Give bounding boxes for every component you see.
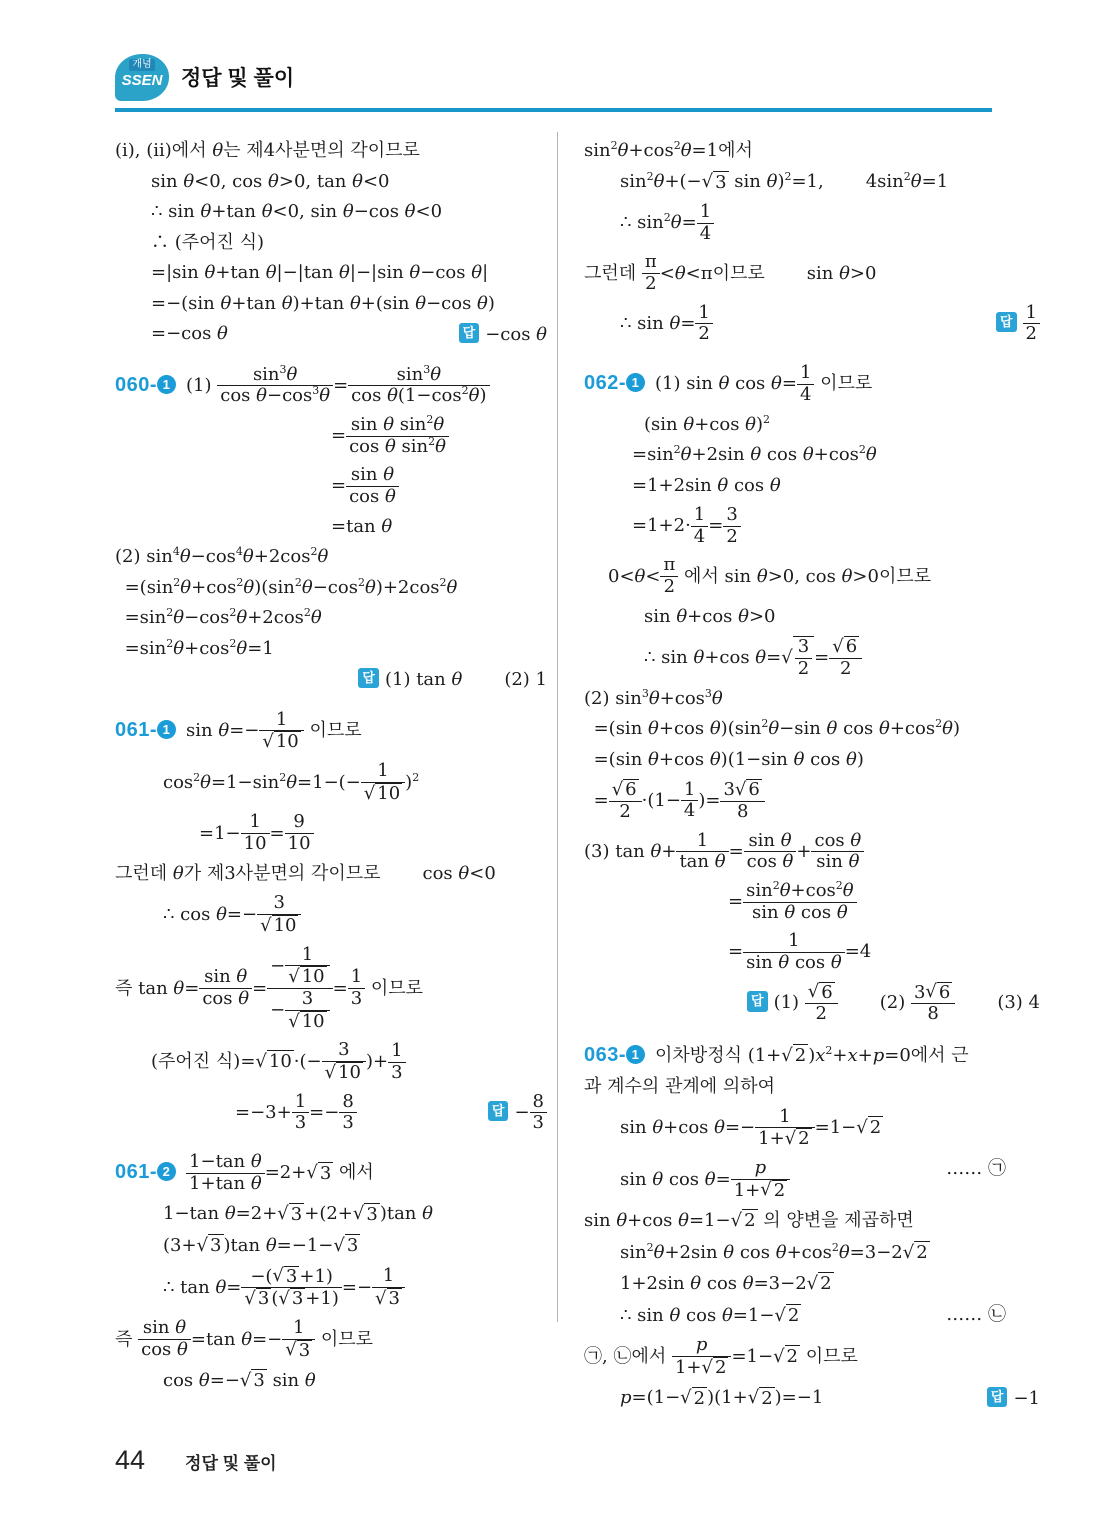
math-text: = $\frac{1}{\text{sin θ cos θ}}$ =4: [728, 930, 872, 973]
sqrt: √ 2: [784, 1128, 810, 1150]
math-text: (2) $\sin^3\theta+\cos^3\theta$: [584, 686, 723, 709]
math-line: [115, 232, 547, 255]
header-rule: [115, 108, 992, 112]
fraction: $\frac{1}{2}$: [1023, 303, 1040, 345]
math-line: [584, 252, 1040, 294]
math-line: [115, 516, 547, 539]
fraction: $\frac{1}{4}$: [797, 363, 814, 405]
answer: 답 −1: [987, 1387, 1040, 1411]
sqrt: √ 10: [288, 1010, 325, 1032]
math-text: =−cos θ: [151, 323, 228, 344]
math-text: sin θ cos θ= $\frac{p}{1+√ 2}$: [620, 1169, 790, 1190]
math-text: 1−tan θ=2+√ 3 +(2+√ 3 )tan θ: [163, 1203, 433, 1225]
footer-label: 정답 및 풀이: [185, 1454, 277, 1473]
math-text: = $\frac{\text{sin θ}}{\text{cos θ}}$: [331, 475, 399, 496]
sqrt: √ 2: [774, 1304, 800, 1326]
math-text: (sin θ+cos θ)$^2$: [644, 412, 771, 435]
reference-mark: …… ㉡: [946, 1303, 1006, 1325]
math-text: sin θ+cos θ>0: [644, 605, 776, 627]
fraction: $\frac{1}{3}$: [292, 1092, 309, 1134]
math-text: =−(sin θ+tan θ)+tan θ+(sin θ−cos θ): [151, 292, 495, 314]
fraction: $\frac{\text{sin θ}}{\text{cos θ}}$: [138, 1318, 191, 1360]
fraction: $\frac{1}{4}$: [691, 505, 708, 547]
fraction: $\frac{3√ 6}{8}$: [720, 779, 764, 822]
math-line: [115, 638, 547, 661]
math-line: [115, 362, 547, 407]
math-line: [115, 1318, 547, 1361]
math-text: (1) $\frac{\sin^3\theta}{\cos \theta-\cos^3\theta}$ = $\frac{\sin^3\theta}{\cos \theta(1-\cos^2\theta)}$: [186, 375, 489, 396]
fraction: $\frac{8}{3}$: [339, 1092, 356, 1134]
math-line: [584, 1387, 1040, 1411]
sqrt: √ 3: [239, 1370, 265, 1392]
fraction: $\frac{1}{10}$: [241, 812, 270, 854]
math-text: ∴ sin θ= $\frac{1}{2}$: [620, 313, 713, 334]
sqrt: √ 3: [277, 1203, 303, 1225]
math-line: [115, 1234, 547, 1258]
content-columns: [115, 132, 1040, 1418]
math-line: [115, 412, 547, 457]
sqrt: √ 6: [611, 778, 637, 801]
math-line: [584, 171, 1040, 195]
math-text: ㉠, ㉡에서 $\frac{p}{1+√ 2}$ =1−√ 2 이므로: [584, 1334, 858, 1378]
problem-subnumber-icon: 1: [626, 1045, 645, 1064]
math-line: [115, 893, 547, 936]
math-line: [115, 761, 547, 804]
problem-number: 061- 1: [115, 719, 176, 741]
math-line: [584, 1043, 1040, 1068]
math-text: 즉 tan θ= $\frac{\text{sin θ}}{\text{cos θ}}$ = − $\frac{1}{√ 10}$ − $\frac{3}{√ 10}$ = $\frac{1}{3}$ 이므로: [115, 943, 424, 1032]
math-line: [584, 505, 1040, 547]
page-number: 44: [115, 1445, 146, 1475]
page-footer: [115, 1445, 277, 1476]
math-text: =1+2sin θ cos θ: [632, 474, 781, 496]
math-text: = $\frac{\sin^2\theta+\cos^2\theta}{\text{sin θ cos θ}}$: [728, 891, 857, 912]
fraction: $\frac{1}{√ 3}$: [372, 1266, 405, 1309]
math-text: sin θ=− $\frac{1}{√ 10}$ 이므로: [186, 708, 362, 753]
fraction: $\frac{3}{2}$: [795, 637, 812, 679]
math-line: [584, 718, 1040, 741]
fraction: $\frac{1}{3}$: [388, 1041, 405, 1083]
answer-badge: 답: [488, 1101, 509, 1121]
math-text: =1+2· $\frac{1}{4}$ = $\frac{3}{2}$: [632, 515, 741, 536]
math-text: 1+2sin θ cos θ=3−2√ 2: [620, 1273, 832, 1295]
answer-badge: 답: [747, 991, 768, 1011]
fraction: $\frac{3√ 6}{8}$: [911, 982, 955, 1025]
answer: 답 −cos θ: [459, 323, 547, 347]
math-line: [584, 1209, 1040, 1233]
ssen-logo: [115, 54, 169, 101]
fraction: $\frac{√ 6}{2}$: [805, 982, 838, 1025]
fraction: $\frac{\sin \theta \sin^2\theta}{\cos \theta \sin^2\theta}$: [346, 415, 449, 457]
sqrt: √ 2: [773, 1345, 798, 1368]
math-line: [584, 1158, 1040, 1201]
math-text: (2) $\sin^4\theta-\cos^4\theta+2\cos^2\theta$: [115, 545, 329, 568]
math-line: [584, 1076, 1040, 1099]
fraction: − $\frac{1}{√ 10}$ − $\frac{3}{√ 10}$: [267, 945, 332, 1033]
math-line: [584, 688, 1040, 711]
fraction: $\frac{\pi}{2}$: [642, 252, 660, 294]
sqrt: √ 3: [375, 1287, 400, 1309]
problem-subnumber-icon: 1: [157, 720, 176, 739]
math-text: =1− $\frac{1}{10}$ = $\frac{9}{10}$: [199, 823, 314, 844]
math-text: ∴ cos θ=− $\frac{3}{√ 10}$: [163, 904, 301, 925]
fraction: $\frac{\text{sin θ}}{\text{cos θ}}$: [346, 465, 399, 507]
math-text: cos θ=−√ 3 sin θ: [163, 1370, 316, 1392]
fraction: $\frac{\sin^2\theta+\cos^2\theta}{\text{sin θ cos θ}}$: [743, 881, 857, 923]
math-text: ∴ sin θ cos θ=1−√ 2: [620, 1304, 800, 1326]
math-text: (3+√ 3 )tan θ=−1−√ 3: [163, 1234, 359, 1256]
solution-section-061-2: [115, 1152, 547, 1393]
math-text: (3) tan θ+ $\frac{1}{\text{tan θ}}$ = $\frac{\text{sin θ}}{\text{cos θ}}$ + $\frac{\text{cos θ}}{\text{sin θ}}$: [584, 841, 864, 862]
math-text: =(sin θ+cos θ)(1−sin θ cos θ): [593, 748, 864, 770]
sqrt: √ 2: [856, 1117, 882, 1139]
sqrt: √ 10: [363, 782, 401, 804]
math-text: (주어진 식)=√ 10 ·(− $\frac{3}{√ 10}$ )+ $\frac{1}{3}$: [151, 1051, 406, 1072]
math-line: [115, 945, 547, 1033]
fraction: $\frac{√ 6}{2}$: [609, 779, 642, 822]
math-line: [115, 262, 547, 285]
math-line: [584, 1304, 1040, 1328]
math-text: $=\sin^2\theta-\cos^2\theta+2\cos^2\theta$: [124, 606, 322, 629]
sqrt: √ 10: [255, 1051, 292, 1073]
math-line: [584, 555, 1040, 597]
solution-section-060-1: [115, 362, 547, 692]
answer-badge: 답: [358, 668, 379, 688]
sqrt: √ 2: [902, 1241, 928, 1263]
sqrt: √ 2: [806, 1273, 832, 1295]
answer: 답 (1) tan θ (2) 1: [358, 669, 547, 690]
sqrt: √ 10: [260, 914, 297, 936]
sqrt: √ 3: [352, 1203, 378, 1225]
page-header: [115, 52, 1040, 102]
math-text: = $\frac{\sin \theta \sin^2\theta}{\cos \theta \sin^2\theta}$: [331, 425, 449, 446]
math-text: $\frac{\text{1−tan θ}}{\text{1+tan θ}}$ =2+√ 3 에서: [186, 1162, 374, 1183]
math-text: ∴ tan θ= $\frac{-(√ 3 +1)}{√ 3 (√ 3 +1)}$ =− $\frac{1}{√ 3}$: [163, 1277, 405, 1298]
sqrt: √ 2: [680, 1387, 706, 1409]
math-text: $\sin^2\theta+\cos^2\theta=1$에서: [584, 139, 753, 161]
math-line: [584, 414, 1040, 437]
math-line: [584, 931, 1040, 973]
fraction: $\frac{1}{\text{tan θ}}$: [676, 831, 728, 873]
fraction: $\frac{9}{10}$: [285, 812, 314, 854]
math-line: [115, 607, 547, 630]
sqrt: √ 6: [807, 981, 833, 1003]
fraction: $\frac{\sin^3\theta}{\cos \theta(1-\cos^2\theta)}$: [348, 365, 489, 407]
fraction: $\frac{√ 6}{2}$: [829, 636, 862, 679]
math-line: [115, 323, 547, 347]
math-text: sin θ+cos θ=− $\frac{1}{1+√ 2}$ =1−√ 2: [620, 1105, 882, 1150]
math-text: $\sin^2\theta+(-√$ 3 sin θ)$^2$=1, $4\sin^2\theta=1$: [620, 170, 949, 193]
math-line: [115, 577, 547, 600]
page-title: 정답 및 풀이: [181, 67, 295, 90]
sqrt: √ 6: [734, 778, 760, 801]
math-text: ∴ sin θ+tan θ<0, sin θ−cos θ<0: [151, 201, 443, 222]
problem-number: 061- 2: [115, 1161, 176, 1183]
math-text: $=\sin^2\theta+\cos^2\theta=1$: [124, 636, 274, 659]
math-text: p=(1−√ 2 )(1+√ 2 )=−1: [620, 1387, 824, 1409]
fraction: $\frac{1}{√ 10}$: [361, 761, 405, 804]
fraction: $\frac{p}{1+√ 2}$: [731, 1158, 790, 1201]
math-text: 0<θ< $\frac{\pi}{2}$ 에서 sin θ>0, cos θ>0이므로: [608, 554, 932, 598]
math-text: 과 계수의 관계에 의하여: [584, 1076, 776, 1097]
fraction: $\frac{\sin^3\theta}{\cos \theta-\cos^3\theta}$: [217, 365, 333, 407]
math-line: [584, 303, 1040, 345]
fraction: $\frac{1}{3}$: [348, 967, 365, 1009]
problem-subnumber-icon: 1: [626, 373, 645, 392]
fraction: $\frac{1}{2}$: [695, 303, 712, 345]
math-text: sin θ+cos θ=1−√ 2 의 양변을 제곱하면: [584, 1210, 914, 1232]
math-text: 이차방정식 (1+√ 2 )$x^2+x+p=0$에서 근: [655, 1044, 969, 1067]
solution-section-061-1: [115, 710, 547, 1135]
sqrt: √ 6: [832, 636, 858, 658]
math-line: [584, 1272, 1040, 1296]
math-text: ∴ (주어진 식): [151, 231, 265, 253]
sqrt: √ 10: [324, 1061, 362, 1084]
math-text: =|sin θ+tan θ|−|tan θ|−|sin θ−cos θ|: [151, 262, 489, 283]
solution-section-continued: [115, 140, 547, 347]
fraction: $\frac{-(√ 3 +1)}{√ 3 (√ 3 +1)}$: [241, 1266, 341, 1310]
solution-section-063-1: [584, 1043, 1040, 1410]
answer-badge: 답: [459, 323, 480, 343]
math-text: (1) sin θ cos θ= $\frac{1}{4}$ 이므로: [655, 362, 873, 405]
answer: 답 (1) $\frac{√ 6}{2}$ (2) $\frac{3√ 6}{8}$ (3) 4: [747, 992, 1040, 1013]
sqrt: √ 3: [272, 1265, 298, 1287]
math-line: [115, 201, 547, 224]
math-text: ∴ $\sin^2\theta=$ $\frac{1}{4}$: [620, 212, 714, 233]
sqrt: √ 2: [747, 1387, 773, 1409]
logo-main-label: SSEN: [121, 71, 163, 89]
math-line: [115, 1369, 547, 1393]
answer-badge: 답: [987, 1387, 1008, 1407]
math-line: [115, 1092, 547, 1134]
problem-number: 062- 1: [584, 372, 645, 394]
math-line: [584, 636, 1040, 679]
reference-mark: …… ㉠: [946, 1157, 1006, 1179]
math-line: [115, 1203, 547, 1227]
fraction: $\frac{1}{4}$: [681, 780, 698, 822]
sqrt: √ 3: [244, 1288, 270, 1310]
math-line: [584, 140, 1040, 163]
sqrt: √ 2: [760, 1179, 786, 1201]
solution-section-062-1: [584, 363, 1040, 1025]
math-line: [584, 1107, 1040, 1150]
math-text: 즉 $\frac{\text{sin θ}}{\text{cos θ}}$ =tan θ=− $\frac{1}{√ 3}$ 이므로: [115, 1316, 374, 1361]
math-line: [584, 749, 1040, 772]
fraction: $\frac{p}{1+√ 2}$: [672, 1335, 731, 1378]
math-line: [115, 1266, 547, 1310]
math-line: [115, 863, 547, 886]
math-line: [584, 363, 1040, 405]
sqrt: √ 2: [781, 1045, 807, 1067]
sqrt: √ 10: [288, 966, 325, 988]
answer-line: [115, 668, 547, 692]
answer-badge: 답: [996, 312, 1017, 332]
fraction: $\frac{1}{\text{sin θ cos θ}}$: [743, 931, 845, 973]
math-line: [115, 140, 547, 163]
math-line: [115, 546, 547, 569]
fraction: $\frac{3}{2}$: [723, 505, 740, 547]
fraction: $\frac{\text{sin θ}}{\text{cos θ}}$: [199, 967, 252, 1009]
math-text: = $\frac{√ 6}{2}$ ·(1− $\frac{1}{4}$ )= $\frac{3√ 6}{8}$: [594, 790, 765, 811]
sqrt: √ 2: [701, 1356, 727, 1378]
math-text: =−3+ $\frac{1}{3}$ =− $\frac{8}{3}$: [235, 1102, 357, 1123]
math-line: [115, 710, 547, 753]
fraction: $\frac{1}{√ 3}$: [282, 1318, 315, 1361]
math-text: 그런데 θ가 제3사분면의 각이므로 cos θ<0: [115, 862, 496, 884]
problem-number: 063- 1: [584, 1044, 645, 1066]
fraction: $\frac{1}{1+√ 2}$: [755, 1107, 814, 1150]
math-line: [584, 444, 1040, 467]
math-line: [115, 171, 547, 194]
answer: 답 − $\frac{8}{3}$: [488, 1092, 547, 1134]
sqrt: √ 3: [196, 1234, 222, 1256]
math-text: ∴ sin θ+cos θ=√ $\frac{3}{2}$ = $\frac{√ 6}{2}$: [644, 647, 862, 668]
math-text: =tan θ: [331, 515, 393, 537]
math-line: [584, 779, 1040, 822]
sqrt: √ 3: [285, 1339, 311, 1361]
fraction: $\frac{3}{√ 10}$: [285, 989, 329, 1032]
sqrt: √ 3: [333, 1234, 359, 1256]
math-line: [115, 293, 547, 316]
fraction: $\frac{8}{3}$: [530, 1092, 547, 1134]
sqrt: √ 6: [925, 981, 951, 1003]
logo-top-label: 개념: [129, 59, 154, 71]
math-line: [115, 812, 547, 854]
math-text: $=\sin^2\theta+2\sin$ θ $\cos \theta+\cos^2\theta$: [632, 443, 877, 465]
math-line: [584, 606, 1040, 629]
sqrt: √ 3: [278, 1288, 304, 1310]
math-text: sin θ<0, cos θ>0, tan θ<0: [151, 170, 390, 192]
math-text: $=(\sin^2\theta+\cos^2\theta)(\sin^2\theta-\cos^2\theta)+2\cos^2\theta$: [124, 575, 458, 598]
math-text: $\cos^2\theta=1-\sin^2\theta=1-(-$ $\frac{1}{√ 10}$ )$^2$: [163, 760, 420, 804]
sqrt: √ 3: [306, 1162, 332, 1184]
math-line: [584, 878, 1040, 923]
problem-subnumber-icon: 2: [157, 1162, 176, 1181]
solution-section-continued: [584, 140, 1040, 345]
fraction: $\frac{3}{√ 10}$: [257, 893, 301, 936]
math-line: [584, 831, 1040, 873]
fraction: $\frac{\text{1−tan θ}}{\text{1+tan θ}}$: [186, 1152, 265, 1194]
answer-line: [584, 982, 1040, 1025]
fraction: $\frac{\text{sin θ}}{\text{cos θ}}$: [744, 831, 797, 873]
sqrt: √ 3: [701, 171, 727, 193]
sqrt: √ $\frac{3}{2}$: [781, 636, 814, 679]
fraction: $\frac{\text{cos θ}}{\text{sin θ}}$: [811, 831, 864, 873]
fraction: $\frac{\pi}{2}$: [660, 555, 678, 597]
fraction: $\frac{1}{√ 10}$: [285, 945, 329, 988]
problem-number: 060- 1: [115, 374, 176, 396]
answer: [996, 303, 1040, 345]
math-text: $\sin^2\theta+2\sin$ θ $\cos \theta+\cos^2\theta=3-2√$ 2: [620, 1240, 928, 1263]
math-line: [584, 1335, 1040, 1378]
math-text: (i), (ii)에서 θ는 제4사분면의 각이므로: [115, 140, 420, 161]
math-line: [115, 1152, 547, 1194]
fraction: $\frac{1}{4}$: [697, 202, 714, 244]
math-line: [115, 465, 547, 507]
math-line: [584, 202, 1040, 244]
math-text: =(sin θ+cos $\theta)(\sin^2\theta-\sin$ θ $\cos \theta+\cos^2\theta$): [593, 717, 960, 740]
right-column: [558, 132, 1040, 1418]
fraction: $\frac{3}{√ 10}$: [322, 1040, 366, 1083]
problem-subnumber-icon: 1: [157, 375, 176, 394]
math-line: [115, 1040, 547, 1083]
math-line: [584, 475, 1040, 498]
math-text: 그런데 $\frac{\pi}{2}$ <θ<π이므로 sin θ>0: [584, 251, 877, 295]
sqrt: √ 10: [262, 731, 299, 753]
left-column: [115, 132, 547, 1418]
sqrt: √ 2: [730, 1210, 756, 1232]
math-line: [584, 1241, 1040, 1265]
fraction: $\frac{1}{√ 10}$: [259, 710, 303, 753]
